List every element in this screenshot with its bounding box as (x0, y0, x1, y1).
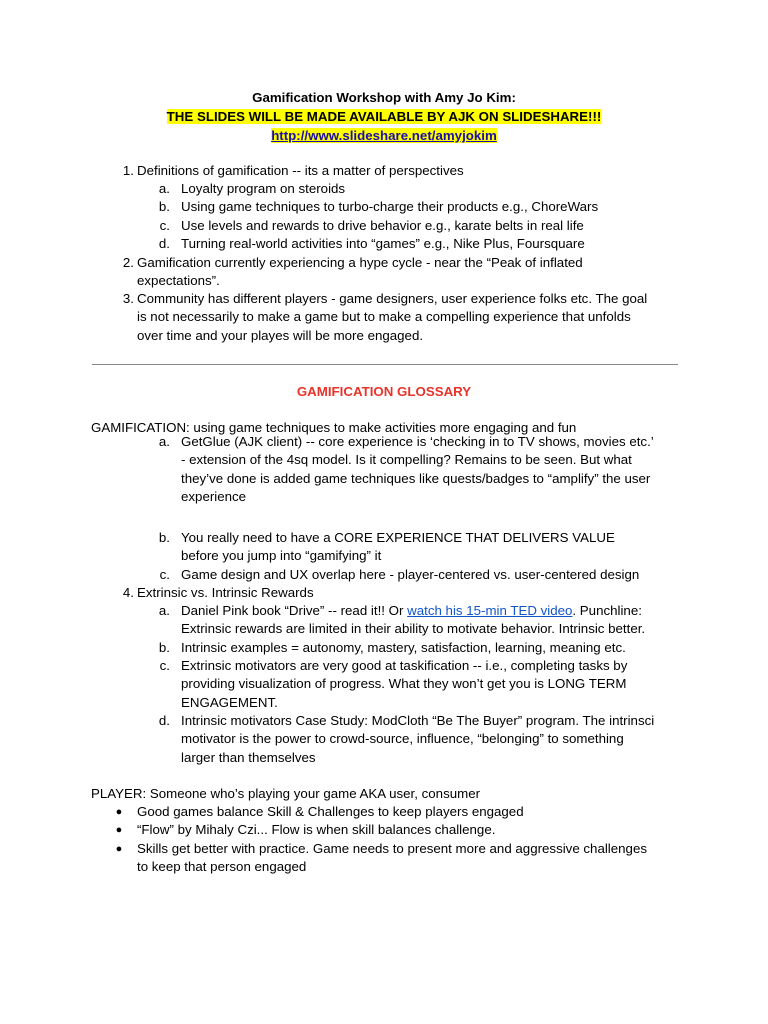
list-marker: 3. (122, 291, 134, 306)
slides-notice: THE SLIDES WILL BE MADE AVAILABLE BY AJK ON SLIDESHARE!!! (166, 109, 602, 124)
list-item-text: Use levels and rewards to drive behavior e.g., karate belts in real life (181, 218, 584, 233)
ted-video-link[interactable]: watch his 15-min TED video (407, 603, 573, 618)
list-marker: 1. (122, 163, 134, 178)
list-marker: a. (158, 181, 170, 196)
list-item-text: larger than themselves (181, 750, 316, 765)
list-marker: d. (158, 236, 170, 251)
list-marker: 2. (122, 255, 134, 270)
list-item-text: Using game techniques to turbo-charge their products e.g., ChoreWars (181, 199, 599, 214)
list-item-text: Loyalty program on steroids (181, 181, 346, 196)
list-item-text: Game design and UX overlap here - player-centered vs. user-centered design (181, 567, 640, 582)
slideshare-link[interactable]: http://www.slideshare.net/amyjokim (271, 128, 497, 143)
list-item-text: Intrinsic examples = autonomy, mastery, satisfaction, learning, meaning etc. (181, 640, 626, 655)
list-item-text: ENGAGEMENT. (181, 695, 278, 710)
list-item-text: Definitions of gamification -- its a matter of perspectives (137, 163, 464, 178)
list-item-text: Intrinsic motivators Case Study: ModCloth “Be The Buyer” program. The intrinsci (181, 713, 655, 728)
list-item-text: over time and your playes will be more engaged. (137, 328, 424, 343)
list-item-text: You really need to have a CORE EXPERIENCE THAT DELIVERS VALUE (181, 530, 615, 545)
list-item-text: they’ve done is added game techniques like quests/badges to “amplify” the user (181, 471, 651, 486)
list-marker: b. (158, 640, 170, 655)
list-item-text: Gamification currently experiencing a hype cycle - near the “Peak of inflated (137, 255, 583, 270)
list-item-text: motivator is the power to crowd-source, influence, “belonging” to something (181, 731, 624, 746)
list-item-text: before you jump into “gamifying” it (181, 548, 382, 563)
bullet-icon: ● (115, 806, 123, 818)
bullet-text: to keep that person engaged (137, 859, 307, 874)
list-item-text: Extrinsic motivators are very good at taskification -- i.e., completing tasks by (181, 658, 628, 673)
list-item-text: Community has different players - game designers, user experience folks etc. The goal (137, 291, 648, 306)
glossary-heading: GAMIFICATION GLOSSARY (296, 384, 472, 399)
list-marker: c. (159, 567, 170, 582)
slides-notice-line (0, 108, 768, 127)
document-title: Gamification Workshop with Amy Jo Kim: (252, 90, 516, 105)
bullet-icon: ● (115, 824, 123, 836)
list-item-text: providing visualization of progress. What they won’t get you is LONG TERM (181, 676, 627, 691)
list-item-text: Turning real-world activities into “games” e.g., Nike Plus, Foursquare (181, 236, 585, 251)
list-item-text: is not necessarily to make a game but to make a compelling experience that unfolds (137, 309, 631, 324)
bullet-text: “Flow” by Mihaly Czi... Flow is when skill balances challenge. (137, 822, 496, 837)
player-definition: PLAYER: Someone who’s playing your game AKA user, consumer (91, 786, 481, 801)
list-marker: c. (159, 658, 170, 673)
text-prefix: Daniel Pink book “Drive” -- read it!! Or (181, 603, 408, 618)
list-marker: 4. (122, 585, 134, 600)
list-marker: d. (158, 713, 170, 728)
list-item-text: - extension of the 4sq model. Is it compelling? Remains to be seen. But what (181, 452, 632, 467)
list-item-text: Extrinsic vs. Intrinsic Rewards (137, 585, 314, 600)
list-item-text: Extrinsic rewards are limited in their ability to motivate behavior. Intrinsic better. (181, 621, 646, 636)
text-suffix: . Punchline: (572, 603, 642, 618)
bullet-text: Skills get better with practice. Game needs to present more and aggressive challenges (137, 841, 647, 856)
horizontal-rule (92, 364, 678, 365)
list-item-text: GetGlue (AJK client) -- core experience is ‘checking in to TV shows, movies etc.’ (181, 434, 654, 449)
slideshare-url-line (0, 127, 768, 146)
list-marker: b. (158, 530, 170, 545)
list-marker: a. (158, 603, 170, 618)
bullet-icon: ● (115, 843, 123, 855)
list-item-text: expectations”. (137, 273, 220, 288)
list-marker: c. (159, 218, 170, 233)
bullet-text: Good games balance Skill & Challenges to keep players engaged (137, 804, 524, 819)
gamification-definition: GAMIFICATION: using game techniques to make activities more engaging and fun (91, 420, 577, 435)
list-item-text (181, 602, 642, 621)
list-item-text: experience (181, 489, 247, 504)
list-marker: a. (158, 434, 170, 449)
list-marker: b. (158, 199, 170, 214)
